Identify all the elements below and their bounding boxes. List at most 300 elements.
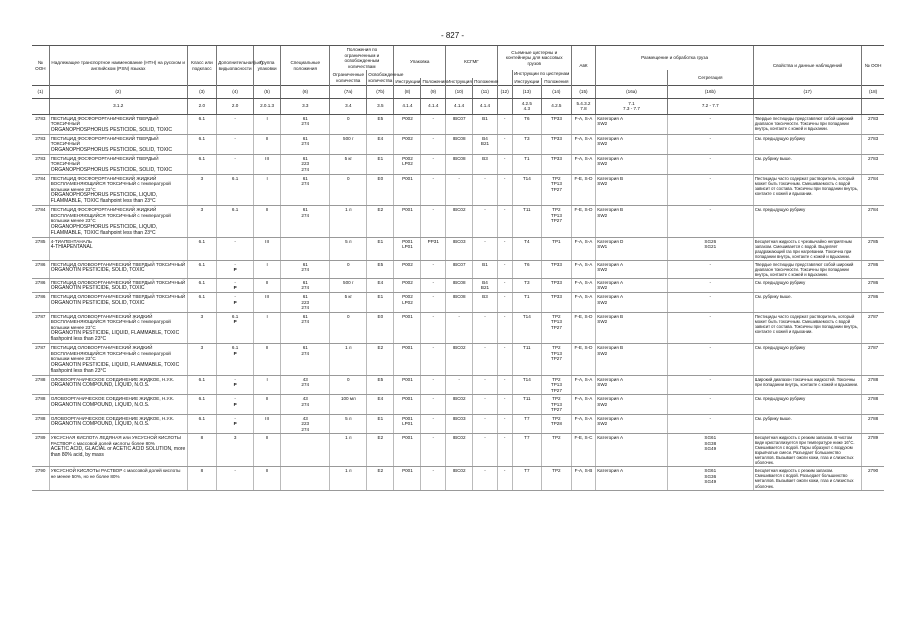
cell-ems	[571, 154, 596, 174]
cell-line: 43	[302, 415, 308, 421]
cell-pi	[394, 312, 421, 344]
cell-sub	[217, 375, 254, 395]
cell-sub	[217, 395, 254, 415]
cell-line: F-A, S-A	[574, 294, 593, 300]
col-pack-provisions: Положения	[422, 78, 447, 84]
column-reference	[542, 98, 572, 114]
cell-stowage	[596, 278, 667, 293]
cell-shipping-name	[49, 134, 187, 154]
cell-line: 2787	[35, 313, 46, 319]
cell-ii	[446, 114, 473, 134]
cell-line: 61	[302, 115, 308, 121]
cell-pg	[254, 114, 281, 134]
cell-line: 274	[301, 350, 310, 356]
cell-line: -	[234, 279, 236, 285]
cell-line: E0	[377, 313, 384, 319]
cell-line: -	[234, 294, 236, 300]
cell-line: -	[432, 313, 435, 319]
cell-eq	[367, 206, 394, 238]
cell-ip	[473, 260, 498, 278]
cell-line: 3	[233, 435, 237, 441]
cell-line: E4	[377, 396, 384, 402]
cell-imo	[497, 434, 512, 467]
cell-line: TP2	[552, 468, 561, 474]
cell-line: 2783	[867, 135, 879, 141]
cell-line: III	[265, 415, 270, 421]
cell-properties: Пестициды часто содержат растворитель, который может быть токсичным. Смешиваемость с водой зависит от состава. Токсичны при попадании внутрь, контакте с кожей и вдыхании.	[753, 312, 861, 344]
cell-line: IBC03	[452, 415, 466, 421]
cell-ip	[473, 114, 498, 134]
cell-line: 43	[302, 376, 308, 382]
cell-line: -	[432, 175, 435, 181]
cell-line: LP01	[402, 244, 413, 249]
column-reference	[330, 98, 367, 114]
cell-line: -	[503, 345, 506, 351]
cell-line: 3	[200, 175, 204, 181]
cell-ip	[473, 344, 498, 376]
cell-line: I	[266, 261, 268, 267]
cell-line: -	[432, 135, 435, 141]
cell-line: F-A, S-A	[574, 279, 593, 285]
col-subrisk: Дополнительная(ые) видыопасности	[217, 46, 254, 86]
cell-cls	[187, 414, 217, 434]
cell-ip	[473, 206, 498, 238]
name-russian: ПЕСТИЦИД ФОСФОРОРГАНИЧЕСКИЙ ТВЕРДЫЙ ТОКСИЧНЫЙ	[50, 155, 159, 166]
cell-sp	[281, 174, 330, 206]
cell-lq	[330, 278, 367, 293]
cell-shipping-name	[49, 206, 187, 238]
cell-ip	[473, 293, 498, 313]
cell-line: IBC07	[452, 115, 466, 121]
cell-line: E5	[377, 376, 384, 382]
col-imo-tank	[497, 70, 512, 86]
cell-line: T3	[524, 135, 530, 141]
cell-seg	[667, 344, 753, 376]
cell-line: 61	[302, 261, 308, 267]
cell-seg	[667, 114, 753, 134]
col-special-provisions: Специальные положения	[281, 46, 330, 86]
column-number: (5)	[254, 86, 281, 99]
table-body	[32, 114, 884, 490]
cell-line: SW2	[597, 121, 608, 126]
cell-line: TP27	[550, 218, 562, 223]
cell-line: -	[432, 294, 435, 300]
cell-un2	[862, 434, 884, 467]
cell-line: 223	[301, 299, 310, 305]
cell-line: T6	[524, 261, 530, 267]
column-number: (14)	[542, 86, 572, 99]
cell-eq	[367, 467, 394, 490]
column-number: (15)	[571, 86, 596, 99]
cell-pg	[254, 237, 281, 260]
cell-line: T11	[523, 207, 531, 212]
name-russian: 4-ТИАПЕНТАНАЛЬ	[50, 238, 92, 244]
cell-seg	[667, 174, 753, 206]
cell-line: -	[234, 115, 236, 121]
cell-ip	[473, 174, 498, 206]
cell-pi	[394, 434, 421, 467]
cell-line: 100 мл	[340, 396, 356, 402]
cell-ems	[571, 395, 596, 415]
cell-eq	[367, 414, 394, 434]
cell-line: TP2	[552, 207, 561, 212]
cell-stowage	[596, 414, 667, 434]
cell-un	[32, 375, 49, 395]
cell-line: SW2	[597, 319, 608, 325]
cell-ti	[512, 395, 542, 415]
cell-ti	[512, 114, 542, 134]
cell-pp	[421, 206, 446, 238]
cell-sp	[281, 278, 330, 293]
cell-line: 2788	[35, 376, 46, 382]
cell-pg	[254, 154, 281, 174]
group-tank-instructions: Инструкции по цистернам	[513, 71, 570, 76]
cell-line: P001	[402, 396, 413, 402]
cell-lq	[330, 154, 367, 174]
cell-line: 1 л	[345, 207, 352, 212]
cell-line: II	[265, 396, 269, 402]
cell-cls	[187, 344, 217, 376]
cell-imo	[497, 467, 512, 490]
cell-line: B1	[482, 115, 488, 121]
cell-line: P002	[402, 155, 413, 161]
cell-cls	[187, 278, 217, 293]
cell-ems	[571, 375, 596, 395]
cell-line: B3	[482, 155, 488, 161]
cell-properties: Бесцветная жидкость с резким запахом. Смешивается с водой. Разъедает большинство металлов. Вызывает ожоги кожи, глаз и слизистых оболочек.	[753, 467, 861, 490]
cell-ii	[446, 375, 473, 395]
cell-line: 2786	[35, 279, 46, 285]
cell-sp	[281, 260, 330, 278]
cell-sub	[217, 434, 254, 467]
cell-line: Категория A	[597, 294, 624, 300]
cell-line: II	[265, 345, 269, 351]
cell-line: -	[709, 175, 712, 181]
cell-un	[32, 206, 49, 238]
cell-pi	[394, 206, 421, 238]
cell-pg	[254, 414, 281, 434]
cell-stowage	[596, 134, 667, 154]
cell-line: SG61	[704, 468, 717, 474]
cell-line: -	[234, 415, 236, 421]
cell-ii	[446, 344, 473, 376]
cell-pi	[394, 237, 421, 260]
cell-line: -	[432, 415, 435, 421]
cell-ems	[571, 206, 596, 238]
cell-imo	[497, 206, 512, 238]
cell-pg	[254, 278, 281, 293]
cell-line: E2	[377, 468, 384, 474]
cell-line: -	[432, 396, 435, 402]
cell-un	[32, 260, 49, 278]
cell-un	[32, 114, 49, 134]
cell-line: -	[503, 396, 506, 402]
cell-un	[32, 154, 49, 174]
cell-line: T7	[524, 415, 530, 421]
col-tank-instructions: Инструкции	[512, 78, 542, 86]
cell-line: -	[503, 279, 506, 285]
cell-shipping-name	[49, 278, 187, 293]
cell-ems	[571, 260, 596, 278]
cell-eq	[367, 134, 394, 154]
cell-ip	[473, 278, 498, 293]
cell-line: 5 л	[345, 238, 352, 244]
cell-pp	[421, 154, 446, 174]
name-russian: ПЕСТИЦИД ОЛОВООРГАНИЧЕСКИЙ ТВЕРДЫЙ ТОКСИЧНЫЙ	[50, 294, 186, 300]
cell-line: 2786	[35, 261, 46, 267]
cell-line: P001	[402, 468, 413, 474]
cell-line: -	[709, 415, 712, 421]
cell-line: T14	[522, 175, 531, 181]
cell-sp	[281, 154, 330, 174]
col-stowage	[596, 70, 667, 86]
cell-line: SW2	[597, 267, 608, 273]
cell-lq	[330, 375, 367, 395]
cell-stowage	[596, 237, 667, 260]
cell-line: TP27	[550, 387, 562, 393]
cell-line: 61	[302, 175, 308, 181]
table-row	[32, 467, 884, 490]
col-properties: Свойства и данные наблюдений	[753, 46, 861, 86]
table-row	[32, 154, 884, 174]
cell-shipping-name	[49, 344, 187, 376]
cell-ti	[512, 278, 542, 293]
cell-line: Категория A	[597, 279, 624, 285]
name-english: ORGANOTIN PESTICIDE, SOLID, TOXIC	[50, 267, 145, 274]
cell-line: 2784	[867, 175, 879, 181]
cell-tp	[542, 278, 572, 293]
cell-pg	[254, 312, 281, 344]
cell-tp	[542, 260, 572, 278]
cell-un	[32, 312, 49, 344]
cell-line: 223	[301, 421, 310, 427]
cell-line: 274	[301, 382, 310, 388]
cell-sp	[281, 114, 330, 134]
cell-un2	[862, 293, 884, 313]
cell-pg	[254, 344, 281, 376]
cell-ti	[512, 414, 542, 434]
cell-line: TP33	[550, 135, 562, 141]
cell-line: SW2	[597, 141, 608, 146]
name-russian: УКСУСНОЙ КИСЛОТЫ РАСТВОР с массовой долей кислоты не менее 50%, но не более 80%	[50, 468, 181, 479]
cell-ems	[571, 134, 596, 154]
cell-line: 61	[302, 207, 308, 212]
cell-pi	[394, 134, 421, 154]
name-english: ORGANOPHOSPHORUS PESTICIDE, LIQUID, FLAMMABLE, TOXIC flashpoint less than 23°C	[50, 192, 158, 204]
cell-line: F-A, S-A	[574, 115, 593, 121]
cell-imo	[497, 154, 512, 174]
cell-eq	[367, 395, 394, 415]
cell-ii	[446, 467, 473, 490]
cell-line: IBC02	[452, 396, 466, 402]
name-russian: ПЕСТИЦИД ОЛОВООРГАНИЧЕСКИЙ ЖИДКИЙ ВОСПЛАМЕНЯЮЩИЙСЯ ТОКСИЧНЫЙ с температурой вспышки менее 23°C	[50, 313, 171, 330]
cell-line: 2787	[867, 313, 879, 319]
group-portable-tanks: Съемные цистерны и контейнеры для массовых грузов	[497, 46, 571, 71]
name-english: ORGANOTIN PESTICIDE, SOLID, TOXIC	[50, 285, 145, 292]
column-reference	[473, 98, 498, 114]
cell-line: T4	[524, 238, 530, 244]
table-row	[32, 134, 884, 154]
cell-line: P	[233, 299, 237, 305]
cell-pp	[421, 174, 446, 206]
cell-line: -	[234, 155, 236, 161]
cell-line: 0	[347, 261, 350, 267]
cell-line: TP27	[550, 356, 562, 362]
cell-line: 2790	[35, 468, 46, 474]
name-russian: ПЕСТИЦИД ФОСФОРОРГАНИЧЕСКИЙ ТВЕРДЫЙ ТОКСИЧНЫЙ	[50, 135, 159, 146]
cell-properties: См. предыдущую рубрику	[753, 395, 861, 415]
cell-line: F-A, S-A	[574, 376, 593, 382]
col-limited-qty: Ограниченные количества	[330, 70, 367, 86]
cell-imo	[497, 344, 512, 376]
cell-sub	[217, 206, 254, 238]
cell-line: 2790	[867, 468, 879, 474]
cell-line: Категория A	[597, 396, 624, 402]
cell-seg	[667, 237, 753, 260]
column-number: (18)	[862, 86, 884, 99]
cell-line: 4.1.4	[454, 103, 465, 109]
column-reference-row	[32, 98, 884, 114]
cell-properties: См. рубрику выше.	[753, 293, 861, 313]
cell-properties: См. рубрику выше.	[753, 154, 861, 174]
cell-shipping-name	[49, 174, 187, 206]
cell-sp	[281, 134, 330, 154]
cell-ip	[473, 434, 498, 467]
cell-line: 3.3	[302, 103, 309, 109]
column-reference	[512, 98, 542, 114]
cell-line: -	[484, 207, 486, 212]
cell-line: SG49	[704, 479, 717, 485]
cell-line: 2783	[35, 115, 46, 121]
cell-line: 61	[302, 279, 308, 285]
cell-ip	[473, 395, 498, 415]
cell-properties: См. предыдущую рубрику	[753, 278, 861, 293]
cell-line: T11	[523, 396, 531, 402]
cell-ip	[473, 414, 498, 434]
name-english: ORGANOPHOSPHORUS PESTICIDE, SOLID, TOXIC	[50, 126, 172, 133]
cell-ii	[446, 134, 473, 154]
col-ems: АвК	[571, 46, 596, 86]
cell-line: 274	[301, 181, 310, 186]
cell-imo	[497, 278, 512, 293]
cell-line: 2786	[867, 294, 879, 300]
cell-stowage	[596, 375, 667, 395]
cell-pi	[394, 414, 421, 434]
cell-un2	[862, 467, 884, 490]
cell-line: Категория A	[597, 261, 624, 267]
cell-line: 4.1.4	[479, 103, 491, 109]
column-number: (3)	[187, 86, 217, 99]
cell-ems	[571, 467, 596, 490]
cell-sp	[281, 206, 330, 238]
cell-sp	[281, 414, 330, 434]
cell-ip	[473, 375, 498, 395]
cell-line: SW2	[597, 299, 608, 305]
cell-line: -	[234, 396, 236, 402]
cell-pi	[394, 260, 421, 278]
cell-line: 2788	[35, 396, 46, 402]
table-row	[32, 344, 884, 376]
cell-line: P001	[402, 238, 413, 244]
cell-line: -	[484, 415, 486, 421]
cell-pg	[254, 134, 281, 154]
cell-line: -	[234, 468, 236, 474]
cell-un2	[862, 278, 884, 293]
cell-line: Категория A	[597, 135, 624, 141]
cell-ti	[512, 434, 542, 467]
col-segregation: Сегрегация	[667, 70, 753, 86]
cell-line: Категория A	[597, 115, 624, 121]
cell-line: -	[432, 261, 435, 267]
table-row	[32, 114, 884, 134]
cell-line: -	[458, 313, 460, 319]
cell-line: -	[503, 261, 506, 267]
cell-line: IBC03	[452, 238, 466, 244]
cell-line: SG61	[704, 435, 717, 441]
cell-line: -	[503, 175, 506, 181]
column-number: (11)	[473, 86, 498, 99]
cell-line: 6.1	[198, 294, 206, 300]
cell-line: TP28	[550, 421, 562, 427]
cell-lq	[330, 414, 367, 434]
cell-line: P	[233, 421, 237, 427]
column-reference	[187, 98, 217, 114]
cell-pi	[394, 154, 421, 174]
name-russian: ОЛОВООРГАНИЧЕСКОЕ СОЕДИНЕНИЕ ЖИДКОЕ, Н.У.К.	[50, 376, 175, 382]
cell-pi	[394, 174, 421, 206]
cell-line: -	[503, 115, 506, 121]
cell-cls	[187, 154, 217, 174]
cell-lq	[330, 114, 367, 134]
cell-seg	[667, 434, 753, 467]
cell-tp	[542, 206, 572, 238]
cell-pg	[254, 174, 281, 206]
cell-ii	[446, 260, 473, 278]
cell-pg	[254, 395, 281, 415]
cell-line: TP2	[552, 345, 561, 351]
cell-ems	[571, 344, 596, 376]
column-number: (9)	[421, 86, 446, 99]
cell-imo	[497, 114, 512, 134]
column-number: (12)	[497, 86, 512, 99]
cell-line: P001	[402, 376, 413, 382]
cell-line: -	[709, 261, 712, 267]
column-number: (16b)	[667, 86, 753, 99]
cell-line: TP2	[552, 376, 561, 382]
column-reference	[446, 98, 473, 114]
table-row	[32, 206, 884, 238]
cell-line: P001	[402, 313, 413, 319]
cell-un	[32, 414, 49, 434]
cell-line: 61	[302, 135, 308, 141]
cell-line: -	[503, 155, 506, 161]
cell-eq	[367, 293, 394, 313]
cell-line: IBC08	[452, 294, 466, 300]
column-reference	[32, 98, 49, 114]
cell-line: 2783	[35, 155, 46, 161]
cell-imo	[497, 134, 512, 154]
cell-line: 6.1	[231, 175, 239, 181]
cell-pi	[394, 293, 421, 313]
cell-eq	[367, 260, 394, 278]
cell-line: 4.2.5	[551, 103, 562, 109]
cell-line: P001	[402, 207, 413, 212]
cell-line: TP33	[550, 155, 562, 161]
group-ibc: КСГМГ	[446, 46, 498, 78]
cell-ti	[512, 260, 542, 278]
cell-line: F-E, S-D	[574, 175, 593, 181]
cell-line: I	[266, 313, 268, 319]
